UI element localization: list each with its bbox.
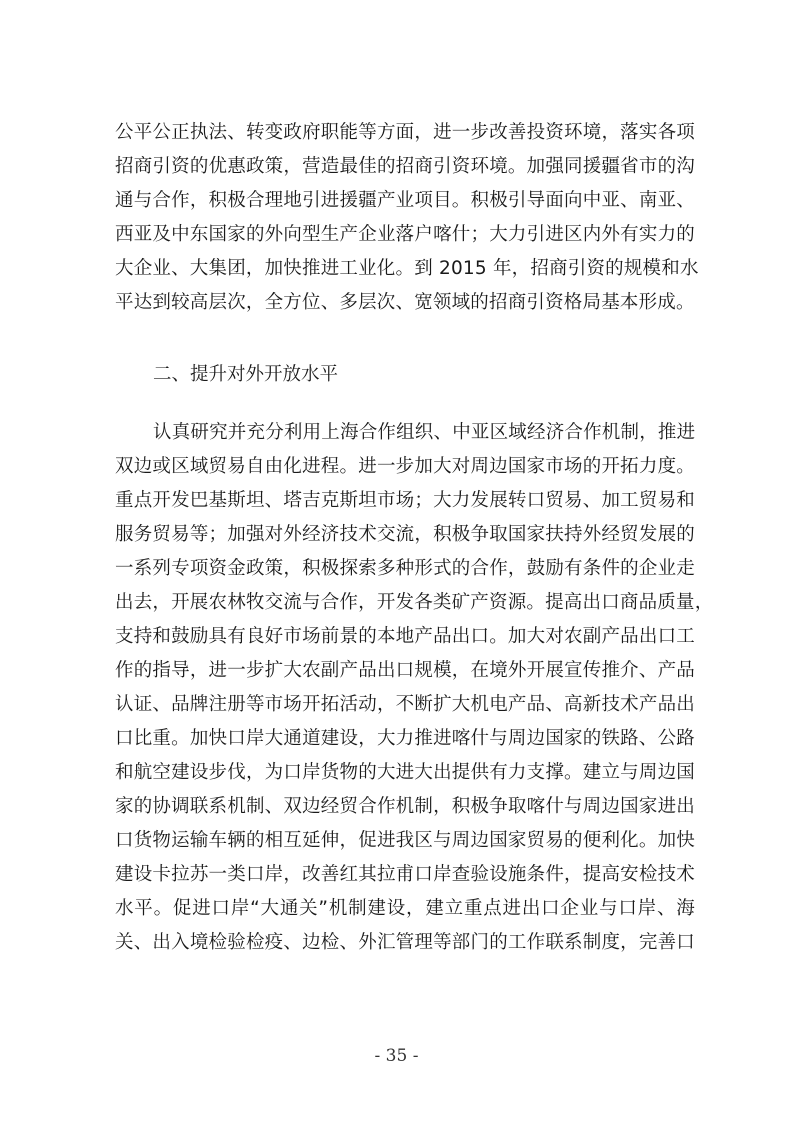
text-line: 大企业、大集团，加快推进工业化。到 2015 年，招商引资的规模和水 bbox=[115, 258, 699, 279]
text-line: 建设卡拉苏一类口岸，改善红其拉甫口岸查验设施条件，提高安检技术 bbox=[115, 864, 695, 885]
text-line: 双边或区域贸易自由化进程。进一步加大对周边国家市场的开拓力度。 bbox=[115, 456, 695, 477]
text-line: 口比重。加快口岸大通道建设，大力推进喀什与周边国家的铁路、公路 bbox=[115, 728, 695, 749]
paragraph-investment-environment bbox=[115, 116, 699, 320]
text-line: 认真研究并充分利用上海合作组织、中亚区域经济合作机制，推进 bbox=[153, 422, 696, 443]
text-line: 口货物运输车辆的相互延伸，促进我区与周边国家贸易的便利化。加快 bbox=[115, 830, 695, 851]
text-line: 和航空建设步伐，为口岸货物的大进大出提供有力支撑。建立与周边国 bbox=[115, 762, 695, 783]
text-line: 公平公正执法、转变政府职能等方面，进一步改善投资环境，落实各项 bbox=[115, 122, 695, 143]
text-line: 通与合作，积极合理地引进援疆产业项目。积极引导面向中亚、南亚、 bbox=[115, 190, 695, 211]
text-line: 作的指导，进一步扩大农副产品出口规模，在境外开展宣传推介、产品 bbox=[115, 660, 695, 681]
text-line: 关、出入境检验检疫、边检、外汇管理等部门的工作联系制度，完善口 bbox=[115, 932, 695, 953]
text-line: 一系列专项资金政策，积极探索多种形式的合作，鼓励有条件的企业走 bbox=[115, 558, 695, 579]
text-line: 认证、品牌注册等市场开拓活动，不断扩大机电产品、高新技术产品出 bbox=[115, 694, 695, 715]
section-heading: 二、提升对外开放水平 bbox=[153, 364, 339, 385]
text-line: 重点开发巴基斯坦、塔吉克斯坦市场；大力发展转口贸易、加工贸易和 bbox=[115, 490, 695, 511]
text-line: 水平。促进口岸“大通关”机制建设，建立重点进出口企业与口岸、海 bbox=[115, 898, 695, 919]
text-line: 家的协调联系机制、双边经贸合作机制，积极争取喀什与周边国家进出 bbox=[115, 796, 695, 817]
text-line: 支持和鼓励具有良好市场前景的本地产品出口。加大对农副产品出口工 bbox=[115, 626, 695, 647]
paragraph-opening-up bbox=[115, 416, 714, 960]
text-line: 招商引资的优惠政策，营造最佳的招商引资环境。加强同援疆省市的沟 bbox=[115, 156, 695, 177]
text-line: 平达到较高层次，全方位、多层次、宽领域的招商引资格局基本形成。 bbox=[115, 292, 695, 313]
text-line: 服务贸易等；加强对外经济技术交流，积极争取国家扶持外经贸发展的 bbox=[115, 524, 695, 545]
text-line: 西亚及中东国家的外向型生产企业落户喀什；大力引进区内外有实力的 bbox=[115, 224, 695, 245]
text-line: 出去，开展农林牧交流与合作，开发各类矿产资源。提高出口商品质量， bbox=[115, 592, 714, 613]
page-number: - 35 - bbox=[374, 1046, 419, 1066]
